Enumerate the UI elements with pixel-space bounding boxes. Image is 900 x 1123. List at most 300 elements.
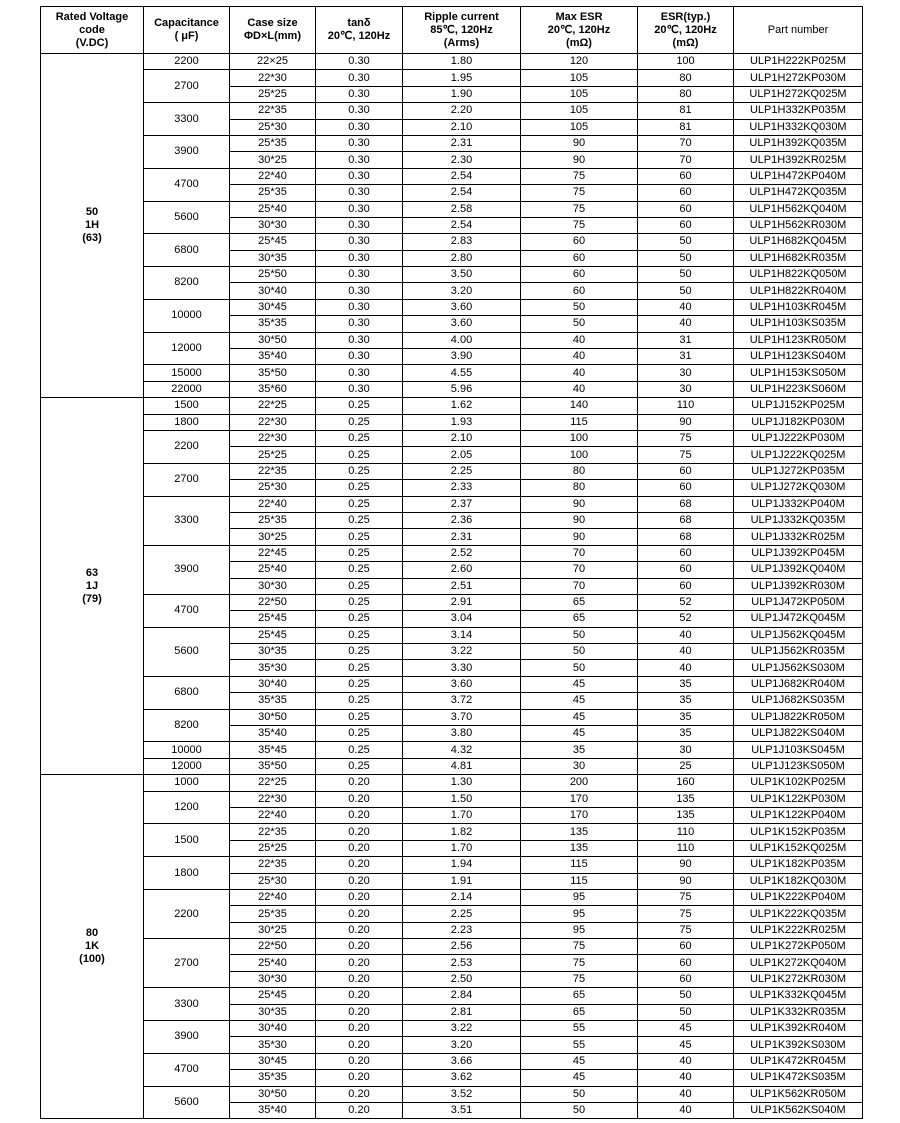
tan-delta-cell: 0.30 — [316, 201, 403, 217]
case-size-cell: 25*35 — [230, 906, 316, 922]
case-size-cell: 30*40 — [230, 283, 316, 299]
part-number-cell: ULP1K472KR045M — [734, 1053, 863, 1069]
header-line: Max ESR — [555, 10, 603, 23]
case-size-cell: 30*40 — [230, 1021, 316, 1037]
max-esr-cell: 65 — [521, 594, 638, 610]
tan-delta-cell: 0.25 — [316, 496, 403, 512]
table-row — [41, 857, 863, 873]
max-esr-cell: 135 — [521, 840, 638, 856]
esr-typ-cell: 31 — [638, 332, 734, 348]
ripple-current-cell: 1.93 — [403, 414, 521, 430]
tan-delta-cell: 0.25 — [316, 562, 403, 578]
max-esr-cell: 40 — [521, 365, 638, 381]
part-number-cell: ULP1H222KP025M — [734, 54, 863, 70]
part-number-cell: ULP1K272KQ040M — [734, 955, 863, 971]
capacitance-cell: 6800 — [144, 234, 230, 267]
capacitance-cell: 1800 — [144, 414, 230, 430]
case-size-cell: 25*40 — [230, 562, 316, 578]
part-number-cell: ULP1H472KP040M — [734, 168, 863, 184]
esr-typ-cell: 40 — [638, 1053, 734, 1069]
ripple-current-cell: 3.52 — [403, 1086, 521, 1102]
max-esr-cell: 105 — [521, 86, 638, 102]
table-row — [41, 791, 863, 807]
max-esr-cell: 75 — [521, 955, 638, 971]
tan-delta-cell: 0.25 — [316, 512, 403, 528]
esr-typ-cell: 40 — [638, 1103, 734, 1119]
part-number-cell: ULP1J392KR030M — [734, 578, 863, 594]
part-number-cell: ULP1K332KR035M — [734, 1004, 863, 1020]
esr-typ-cell: 60 — [638, 971, 734, 987]
tan-delta-cell: 0.30 — [316, 152, 403, 168]
max-esr-cell: 30 — [521, 758, 638, 774]
case-size-cell: 30*30 — [230, 971, 316, 987]
case-size-cell: 22*30 — [230, 70, 316, 86]
ripple-current-cell: 2.56 — [403, 939, 521, 955]
max-esr-cell: 65 — [521, 988, 638, 1004]
case-size-cell: 22*40 — [230, 807, 316, 823]
tan-delta-cell: 0.30 — [316, 86, 403, 102]
case-size-cell: 30*35 — [230, 1004, 316, 1020]
ripple-current-cell: 2.84 — [403, 988, 521, 1004]
capacitance-cell: 6800 — [144, 676, 230, 709]
esr-typ-cell: 135 — [638, 791, 734, 807]
max-esr-cell: 45 — [521, 1070, 638, 1086]
part-number-cell: ULP1H123KS040M — [734, 349, 863, 365]
case-size-cell: 22*50 — [230, 939, 316, 955]
case-size-cell: 22*30 — [230, 791, 316, 807]
table-row — [41, 627, 863, 643]
capacitance-cell: 5600 — [144, 1086, 230, 1119]
part-number-cell: ULP1H272KP030M — [734, 70, 863, 86]
part-number-cell: ULP1J392KP045M — [734, 545, 863, 561]
ripple-current-cell: 2.54 — [403, 168, 521, 184]
header-capacitance — [144, 7, 230, 54]
esr-typ-cell: 68 — [638, 496, 734, 512]
part-number-cell: ULP1H153KS050M — [734, 365, 863, 381]
part-number-cell: ULP1J152KP025M — [734, 398, 863, 414]
tan-delta-cell: 0.30 — [316, 332, 403, 348]
capacitance-cell: 2700 — [144, 463, 230, 496]
part-number-cell: ULP1J562KQ045M — [734, 627, 863, 643]
tan-delta-cell: 0.20 — [316, 1086, 403, 1102]
case-size-cell: 35*45 — [230, 742, 316, 758]
capacitance-cell: 3900 — [144, 545, 230, 594]
tan-delta-cell: 0.20 — [316, 1053, 403, 1069]
max-esr-cell: 90 — [521, 496, 638, 512]
tan-delta-cell: 0.30 — [316, 185, 403, 201]
ripple-current-cell: 2.37 — [403, 496, 521, 512]
part-number-cell: ULP1H822KQ050M — [734, 267, 863, 283]
esr-typ-cell: 68 — [638, 529, 734, 545]
table-row — [41, 824, 863, 840]
esr-typ-cell: 60 — [638, 201, 734, 217]
part-number-cell: ULP1J222KQ025M — [734, 447, 863, 463]
case-size-cell: 35*50 — [230, 365, 316, 381]
part-number-cell: ULP1H103KS035M — [734, 316, 863, 332]
table-row — [41, 676, 863, 692]
part-number-cell: ULP1J562KS030M — [734, 660, 863, 676]
max-esr-cell: 80 — [521, 463, 638, 479]
ripple-current-cell: 3.50 — [403, 267, 521, 283]
table-row — [41, 1053, 863, 1069]
table-row — [41, 430, 863, 446]
max-esr-cell: 55 — [521, 1037, 638, 1053]
tan-delta-cell: 0.30 — [316, 349, 403, 365]
part-number-cell: ULP1H332KQ030M — [734, 119, 863, 135]
capacitance-cell: 1500 — [144, 398, 230, 414]
max-esr-cell: 45 — [521, 693, 638, 709]
case-size-cell: 22*40 — [230, 496, 316, 512]
ripple-current-cell: 3.72 — [403, 693, 521, 709]
ripple-current-cell: 2.54 — [403, 185, 521, 201]
tan-delta-cell: 0.25 — [316, 414, 403, 430]
max-esr-cell: 60 — [521, 267, 638, 283]
tan-delta-cell: 0.25 — [316, 447, 403, 463]
capacitance-cell: 3300 — [144, 103, 230, 136]
table-row — [41, 201, 863, 217]
part-number-cell: ULP1K272KP050M — [734, 939, 863, 955]
max-esr-cell: 45 — [521, 676, 638, 692]
tan-delta-cell: 0.25 — [316, 398, 403, 414]
esr-typ-cell: 110 — [638, 824, 734, 840]
table-row — [41, 775, 863, 791]
ripple-current-cell: 1.50 — [403, 791, 521, 807]
tan-delta-cell: 0.20 — [316, 1021, 403, 1037]
max-esr-cell: 105 — [521, 119, 638, 135]
ripple-current-cell: 2.53 — [403, 955, 521, 971]
table-row — [41, 398, 863, 414]
capacitance-cell: 2200 — [144, 889, 230, 938]
ripple-current-cell: 4.81 — [403, 758, 521, 774]
tan-delta-cell: 0.20 — [316, 922, 403, 938]
max-esr-cell: 115 — [521, 414, 638, 430]
tan-delta-cell: 0.25 — [316, 758, 403, 774]
part-number-cell: ULP1H562KQ040M — [734, 201, 863, 217]
esr-typ-cell: 40 — [638, 660, 734, 676]
capacitance-cell: 22000 — [144, 381, 230, 397]
case-size-cell: 30*50 — [230, 332, 316, 348]
tan-delta-cell: 0.20 — [316, 939, 403, 955]
capacitance-cell: 10000 — [144, 299, 230, 332]
ripple-current-cell: 2.31 — [403, 529, 521, 545]
case-size-cell: 22*30 — [230, 430, 316, 446]
case-size-cell: 25*40 — [230, 955, 316, 971]
header-line: ESR(typ.) — [660, 10, 711, 23]
ripple-current-cell: 2.83 — [403, 234, 521, 250]
ripple-current-cell: 2.30 — [403, 152, 521, 168]
tan-delta-cell: 0.30 — [316, 217, 403, 233]
max-esr-cell: 90 — [521, 152, 638, 168]
capacitance-cell: 1800 — [144, 857, 230, 890]
voltage-line: 1H — [84, 219, 100, 232]
part-number-cell: ULP1K122KP040M — [734, 807, 863, 823]
tan-delta-cell: 0.30 — [316, 299, 403, 315]
ripple-current-cell: 1.82 — [403, 824, 521, 840]
case-size-cell: 22*25 — [230, 775, 316, 791]
tan-delta-cell: 0.30 — [316, 119, 403, 135]
esr-typ-cell: 160 — [638, 775, 734, 791]
esr-typ-cell: 68 — [638, 512, 734, 528]
part-number-cell: ULP1K562KR050M — [734, 1086, 863, 1102]
esr-typ-cell: 90 — [638, 857, 734, 873]
max-esr-cell: 45 — [521, 709, 638, 725]
tan-delta-cell: 0.30 — [316, 54, 403, 70]
case-size-cell: 25*45 — [230, 627, 316, 643]
part-number-cell: ULP1H272KQ025M — [734, 86, 863, 102]
case-size-cell: 35*40 — [230, 1103, 316, 1119]
esr-typ-cell: 30 — [638, 742, 734, 758]
tan-delta-cell: 0.25 — [316, 627, 403, 643]
ripple-current-cell: 2.05 — [403, 447, 521, 463]
capacitance-cell: 3300 — [144, 496, 230, 545]
max-esr-cell: 75 — [521, 939, 638, 955]
tan-delta-cell: 0.25 — [316, 594, 403, 610]
tan-delta-cell: 0.25 — [316, 676, 403, 692]
table-row — [41, 299, 863, 315]
max-esr-cell: 135 — [521, 824, 638, 840]
tan-delta-cell: 0.20 — [316, 1004, 403, 1020]
ripple-current-cell: 3.60 — [403, 676, 521, 692]
table-row — [41, 234, 863, 250]
header-ripple-current — [403, 7, 521, 54]
ripple-current-cell: 2.58 — [403, 201, 521, 217]
capacitance-cell: 2700 — [144, 939, 230, 988]
case-size-cell: 30*25 — [230, 922, 316, 938]
capacitance-cell: 12000 — [144, 758, 230, 774]
tan-delta-cell: 0.25 — [316, 430, 403, 446]
max-esr-cell: 100 — [521, 430, 638, 446]
header-max-esr — [521, 7, 638, 54]
capacitance-cell: 4700 — [144, 594, 230, 627]
esr-typ-cell: 40 — [638, 1070, 734, 1086]
case-size-cell: 30*50 — [230, 1086, 316, 1102]
max-esr-cell: 90 — [521, 512, 638, 528]
esr-typ-cell: 80 — [638, 70, 734, 86]
ripple-current-cell: 2.81 — [403, 1004, 521, 1020]
esr-typ-cell: 30 — [638, 381, 734, 397]
tan-delta-cell: 0.25 — [316, 709, 403, 725]
max-esr-cell: 55 — [521, 1021, 638, 1037]
case-size-cell: 30*40 — [230, 676, 316, 692]
tan-delta-cell: 0.30 — [316, 168, 403, 184]
header-line: 20℃, 120Hz — [547, 23, 611, 36]
capacitance-cell: 12000 — [144, 332, 230, 365]
max-esr-cell: 65 — [521, 611, 638, 627]
tan-delta-cell: 0.20 — [316, 1103, 403, 1119]
esr-typ-cell: 52 — [638, 594, 734, 610]
header-line: 20℃, 120Hz — [327, 30, 391, 42]
part-number-cell: ULP1J272KP035M — [734, 463, 863, 479]
ripple-current-cell: 2.25 — [403, 906, 521, 922]
esr-typ-cell: 75 — [638, 447, 734, 463]
case-size-cell: 35*40 — [230, 726, 316, 742]
ripple-current-cell: 3.20 — [403, 283, 521, 299]
esr-typ-cell: 25 — [638, 758, 734, 774]
voltage-line: 63 — [85, 566, 99, 579]
ripple-current-cell: 2.50 — [403, 971, 521, 987]
case-size-cell: 30*35 — [230, 644, 316, 660]
ripple-current-cell: 2.54 — [403, 217, 521, 233]
case-size-cell: 35*60 — [230, 381, 316, 397]
esr-typ-cell: 40 — [638, 627, 734, 643]
esr-typ-cell: 52 — [638, 611, 734, 627]
part-number-cell: ULP1H123KR050M — [734, 332, 863, 348]
ripple-current-cell: 2.51 — [403, 578, 521, 594]
ripple-current-cell: 2.36 — [403, 512, 521, 528]
table-row — [41, 103, 863, 119]
esr-typ-cell: 75 — [638, 889, 734, 905]
tan-delta-cell: 0.25 — [316, 545, 403, 561]
esr-typ-cell: 30 — [638, 365, 734, 381]
table-row — [41, 365, 863, 381]
case-size-cell: 25*30 — [230, 119, 316, 135]
max-esr-cell: 40 — [521, 332, 638, 348]
voltage-line: (63) — [82, 232, 102, 245]
ripple-current-cell: 2.52 — [403, 545, 521, 561]
case-size-cell: 35*40 — [230, 349, 316, 365]
esr-typ-cell: 81 — [638, 119, 734, 135]
tan-delta-cell: 0.25 — [316, 726, 403, 742]
ripple-current-cell: 2.80 — [403, 250, 521, 266]
case-size-cell: 22*30 — [230, 414, 316, 430]
case-size-cell: 35*35 — [230, 693, 316, 709]
part-number-cell: ULP1K272KR030M — [734, 971, 863, 987]
max-esr-cell: 45 — [521, 726, 638, 742]
max-esr-cell: 80 — [521, 480, 638, 496]
part-number-cell: ULP1H682KQ045M — [734, 234, 863, 250]
voltage-line: 1K — [84, 940, 100, 953]
ripple-current-cell: 2.25 — [403, 463, 521, 479]
max-esr-cell: 105 — [521, 103, 638, 119]
max-esr-cell: 70 — [521, 578, 638, 594]
case-size-cell: 22*35 — [230, 857, 316, 873]
capacitance-cell: 5600 — [144, 627, 230, 676]
part-number-cell: ULP1J682KS035M — [734, 693, 863, 709]
part-number-cell: ULP1J272KQ030M — [734, 480, 863, 496]
table-row — [41, 988, 863, 1004]
ripple-current-cell: 1.62 — [403, 398, 521, 414]
header-row — [41, 7, 863, 54]
ripple-current-cell: 1.80 — [403, 54, 521, 70]
tan-delta-cell: 0.25 — [316, 611, 403, 627]
tan-delta-cell: 0.20 — [316, 889, 403, 905]
part-number-cell: ULP1J472KP050M — [734, 594, 863, 610]
max-esr-cell: 115 — [521, 857, 638, 873]
ripple-current-cell: 3.62 — [403, 1070, 521, 1086]
tan-delta-cell: 0.30 — [316, 103, 403, 119]
ripple-current-cell: 1.94 — [403, 857, 521, 873]
tan-delta-cell: 0.30 — [316, 316, 403, 332]
header-line: Case size — [247, 17, 298, 29]
tan-delta-cell: 0.25 — [316, 463, 403, 479]
table-row — [41, 889, 863, 905]
part-number-cell: ULP1K222KP040M — [734, 889, 863, 905]
case-size-cell: 25*45 — [230, 611, 316, 627]
part-number-cell: ULP1K392KR040M — [734, 1021, 863, 1037]
header-tan-delta — [316, 7, 403, 54]
max-esr-cell: 170 — [521, 791, 638, 807]
esr-typ-cell: 60 — [638, 578, 734, 594]
esr-typ-cell: 31 — [638, 349, 734, 365]
max-esr-cell: 50 — [521, 299, 638, 315]
tan-delta-cell: 0.30 — [316, 70, 403, 86]
max-esr-cell: 75 — [521, 185, 638, 201]
voltage-line: (79) — [82, 592, 102, 605]
ripple-current-cell: 3.60 — [403, 316, 521, 332]
max-esr-cell: 95 — [521, 922, 638, 938]
case-size-cell: 25*25 — [230, 447, 316, 463]
ripple-current-cell: 1.70 — [403, 807, 521, 823]
ripple-current-cell: 2.20 — [403, 103, 521, 119]
part-number-cell: ULP1J103KS045M — [734, 742, 863, 758]
esr-typ-cell: 60 — [638, 185, 734, 201]
case-size-cell: 30*50 — [230, 709, 316, 725]
ripple-current-cell: 3.20 — [403, 1037, 521, 1053]
header-line: tanδ — [347, 17, 371, 29]
header-line: (V.DC) — [75, 36, 109, 49]
table-row — [41, 545, 863, 561]
ripple-current-cell: 3.90 — [403, 349, 521, 365]
esr-typ-cell: 45 — [638, 1021, 734, 1037]
case-size-cell: 25*45 — [230, 988, 316, 1004]
table-row — [41, 463, 863, 479]
max-esr-cell: 75 — [521, 201, 638, 217]
esr-typ-cell: 75 — [638, 906, 734, 922]
table-row — [41, 1021, 863, 1037]
case-size-cell: 30*45 — [230, 1053, 316, 1069]
capacitance-cell: 2700 — [144, 70, 230, 103]
part-number-cell: ULP1K562KS040M — [734, 1103, 863, 1119]
ripple-current-cell: 3.70 — [403, 709, 521, 725]
max-esr-cell: 90 — [521, 135, 638, 151]
capacitance-cell: 4700 — [144, 168, 230, 201]
esr-typ-cell: 50 — [638, 250, 734, 266]
tan-delta-cell: 0.20 — [316, 873, 403, 889]
case-size-cell: 25*30 — [230, 873, 316, 889]
case-size-cell: 22*35 — [230, 463, 316, 479]
part-number-cell: ULP1K182KQ030M — [734, 873, 863, 889]
case-size-cell: 30*45 — [230, 299, 316, 315]
case-size-cell: 25*25 — [230, 840, 316, 856]
part-number-cell: ULP1K472KS035M — [734, 1070, 863, 1086]
case-size-cell: 35*30 — [230, 1037, 316, 1053]
max-esr-cell: 120 — [521, 54, 638, 70]
header-line: Part number — [767, 23, 829, 36]
part-number-cell: ULP1K222KQ035M — [734, 906, 863, 922]
part-number-cell: ULP1J182KP030M — [734, 414, 863, 430]
tan-delta-cell: 0.25 — [316, 529, 403, 545]
case-size-cell: 25*35 — [230, 135, 316, 151]
rated-voltage-cell — [41, 398, 144, 775]
ripple-current-cell: 5.96 — [403, 381, 521, 397]
case-size-cell: 25*25 — [230, 86, 316, 102]
table-row — [41, 168, 863, 184]
capacitance-cell: 3900 — [144, 135, 230, 168]
tan-delta-cell: 0.20 — [316, 971, 403, 987]
case-size-cell: 22*35 — [230, 824, 316, 840]
part-number-cell: ULP1K182KP035M — [734, 857, 863, 873]
tan-delta-cell: 0.30 — [316, 381, 403, 397]
case-size-cell: 35*30 — [230, 660, 316, 676]
voltage-line: 50 — [85, 206, 99, 219]
case-size-cell: 25*35 — [230, 185, 316, 201]
max-esr-cell: 50 — [521, 1086, 638, 1102]
tan-delta-cell: 0.30 — [316, 250, 403, 266]
tan-delta-cell: 0.25 — [316, 480, 403, 496]
max-esr-cell: 60 — [521, 234, 638, 250]
ripple-current-cell: 2.14 — [403, 889, 521, 905]
esr-typ-cell: 75 — [638, 430, 734, 446]
